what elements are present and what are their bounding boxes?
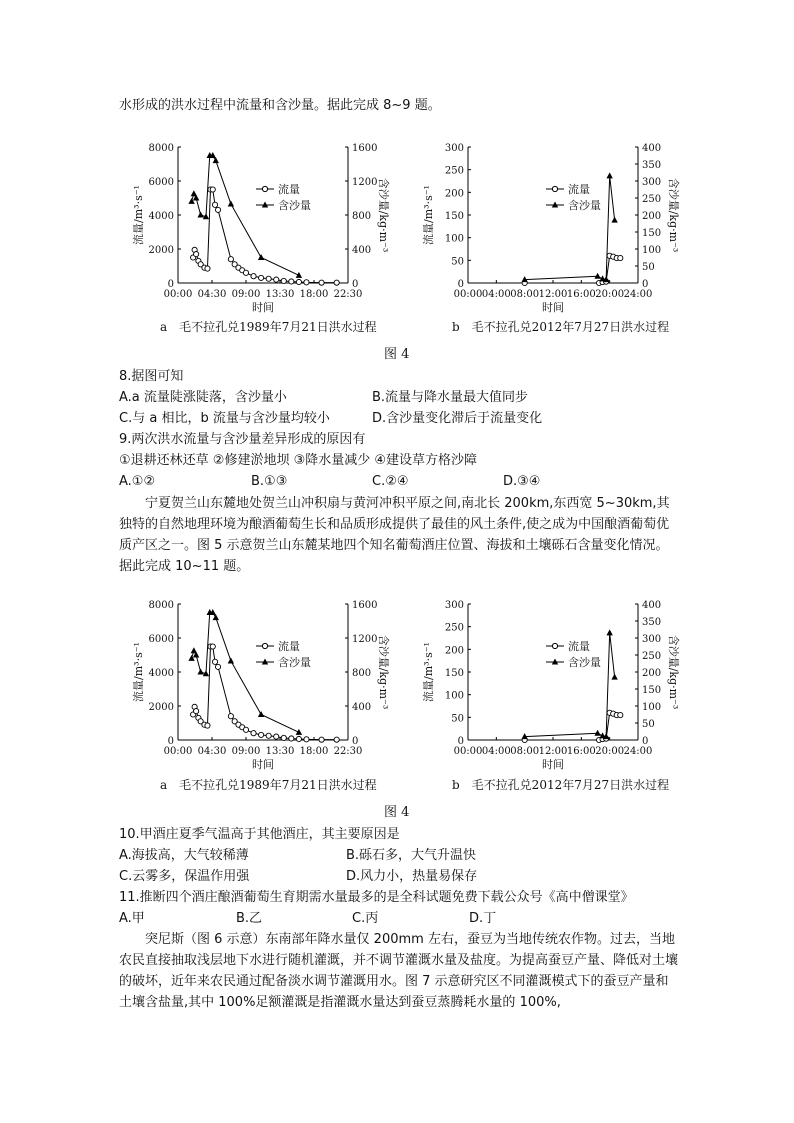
y-left-tick-label: 150 xyxy=(444,211,464,222)
y-left-tick-label: 100 xyxy=(444,690,464,702)
y-axis-label-left: 流量/m³·s⁻¹ xyxy=(132,185,145,245)
y-right-tick-label: 0 xyxy=(642,736,649,747)
data-point-flow xyxy=(210,644,215,649)
x-axis-label: 时间 xyxy=(542,301,564,314)
y-right-tick-label: 0 xyxy=(352,736,359,747)
x-tick-label: 12:00 xyxy=(538,289,568,300)
y-right-tick-label: 100 xyxy=(642,245,662,256)
q11-stem: 11.推断四个酒庄酿酒葡萄生育期需水量最多的是全科试题免费下载公众号《高中僧课堂》 xyxy=(119,890,634,905)
y-right-tick-label: 250 xyxy=(642,651,662,662)
data-point-flow xyxy=(215,664,220,669)
chart-a-top xyxy=(120,137,390,337)
y-right-tick-label: 1200 xyxy=(352,634,378,645)
x-axis-label: 时间 xyxy=(252,301,274,314)
y-right-tick-label: 400 xyxy=(642,143,662,154)
data-point-sediment xyxy=(258,254,264,260)
data-point-sediment xyxy=(594,730,600,736)
y-axis-label-left: 流量/m³·s⁻¹ xyxy=(422,642,435,702)
data-point-sediment xyxy=(594,273,600,279)
y-right-tick-label: 400 xyxy=(352,245,372,256)
data-point-sediment xyxy=(296,272,302,278)
y-left-tick-label: 8000 xyxy=(148,600,174,611)
data-point-sediment xyxy=(228,657,234,663)
x-tick-label: 00:00 xyxy=(163,289,193,300)
y-left-tick-label: 0 xyxy=(457,279,464,290)
y-right-tick-label: 400 xyxy=(352,702,372,713)
q10-stem: 10.甲酒庄夏季气温高于其他酒庄，其主要原因是 xyxy=(119,827,400,842)
data-point-flow xyxy=(259,732,264,737)
q9-items: ①退耕还林还草 ②修建淤地坝 ③降水量减少 ④建设草方格沙障 xyxy=(119,453,478,468)
q10-option-c: C.云雾多，保温作用强 xyxy=(119,869,250,884)
y-right-tick-label: 150 xyxy=(642,228,662,239)
y-right-tick-label: 1200 xyxy=(352,177,378,188)
chart-b-top xyxy=(410,137,680,337)
data-point-flow xyxy=(251,731,256,736)
data-point-sediment xyxy=(606,172,612,178)
x-tick-label: 20:00 xyxy=(595,746,625,757)
x-tick-label: 18:00 xyxy=(299,289,329,300)
x-tick-label: 08:00 xyxy=(510,746,540,757)
y-left-tick-label: 0 xyxy=(167,736,174,747)
q8-option-c: C.与 a 相比，b 流量与含沙量均较小 xyxy=(119,411,330,426)
x-tick-label: 12:00 xyxy=(538,746,568,757)
data-point-flow xyxy=(259,275,264,280)
data-point-flow xyxy=(212,659,217,664)
y-left-tick-label: 50 xyxy=(451,256,464,268)
data-point-sediment xyxy=(258,711,264,717)
legend-label-flow: 流量 xyxy=(278,640,300,653)
legend-label-sediment: 含沙量 xyxy=(568,656,601,669)
data-point-sediment xyxy=(296,729,302,735)
y-axis-label-right: 含沙量/kg·m⁻³ xyxy=(667,634,680,710)
chart-b-caption-bottom: b 毛不拉孔兑2012年7月27日洪水过程 xyxy=(452,778,670,792)
data-point-flow xyxy=(228,714,233,719)
q8-option-d: D.含沙量变化滞后于流量变化 xyxy=(372,411,543,426)
x-tick-label: 20:00 xyxy=(595,289,625,300)
data-point-flow xyxy=(296,736,301,741)
y-left-tick-label: 100 xyxy=(444,233,464,245)
y-right-tick-label: 300 xyxy=(642,634,662,645)
x-tick-label: 08:00 xyxy=(510,289,540,300)
data-point-sediment xyxy=(611,217,617,223)
legend-marker-flow xyxy=(552,186,557,191)
y-right-tick-label: 1600 xyxy=(352,600,378,611)
data-point-flow xyxy=(205,266,210,271)
data-point-flow xyxy=(243,727,248,732)
legend-marker-flow xyxy=(552,643,557,648)
q10-option-b: B.砾石多，大气升温快 xyxy=(346,848,477,863)
q8-stem: 8.据图可知 xyxy=(119,369,184,384)
data-point-flow xyxy=(210,187,215,192)
chart-b-bottom xyxy=(410,594,680,794)
x-tick-label: 04:00 xyxy=(481,289,511,300)
y-right-tick-label: 200 xyxy=(642,668,662,679)
chart-b-caption-top: b 毛不拉孔兑2012年7月27日洪水过程 xyxy=(452,320,670,334)
x-tick-label: 18:00 xyxy=(299,746,329,757)
y-right-tick-label: 50 xyxy=(642,719,655,730)
y-right-tick-label: 800 xyxy=(352,211,372,222)
data-point-flow xyxy=(618,255,623,260)
data-point-flow xyxy=(194,252,199,257)
y-left-tick-label: 250 xyxy=(444,622,464,634)
x-tick-label: 22:30 xyxy=(333,289,363,300)
legend-label-flow: 流量 xyxy=(568,183,590,196)
data-point-flow xyxy=(205,723,210,728)
y-left-tick-label: 2000 xyxy=(148,245,174,256)
data-point-flow xyxy=(334,280,339,285)
data-point-sediment xyxy=(197,212,203,218)
y-right-tick-label: 100 xyxy=(642,702,662,713)
y-left-tick-label: 200 xyxy=(444,645,464,657)
y-left-tick-label: 150 xyxy=(444,668,464,679)
q10-option-d: D.风力小，热量易保存 xyxy=(346,869,478,884)
y-right-tick-label: 50 xyxy=(642,262,655,273)
y-right-tick-label: 150 xyxy=(642,685,662,696)
x-tick-label: 13:30 xyxy=(265,746,295,757)
y-left-tick-label: 0 xyxy=(167,279,174,290)
y-right-tick-label: 400 xyxy=(642,600,662,611)
y-left-tick-label: 6000 xyxy=(148,177,174,188)
data-point-flow xyxy=(334,737,339,742)
y-left-tick-label: 4000 xyxy=(148,211,174,222)
chart-a-bottom xyxy=(120,594,390,794)
y-axis-label-left: 流量/m³·s⁻¹ xyxy=(422,185,435,245)
x-axis-label: 时间 xyxy=(252,758,274,771)
legend-marker-flow xyxy=(262,643,267,648)
q9-option-d: D.③④ xyxy=(503,474,541,489)
data-point-flow xyxy=(266,733,271,738)
legend-label-sediment: 含沙量 xyxy=(278,199,311,212)
data-point-flow xyxy=(289,736,294,741)
x-tick-label: 09:00 xyxy=(231,289,261,300)
x-tick-label: 00:00 xyxy=(163,746,193,757)
q10-option-a: A.海拔高，大气较稀薄 xyxy=(119,848,249,863)
legend-label-flow: 流量 xyxy=(568,640,590,653)
y-right-tick-label: 200 xyxy=(642,211,662,222)
x-tick-label: 00:00 xyxy=(453,746,483,757)
y-left-tick-label: 6000 xyxy=(148,634,174,645)
y-left-tick-label: 0 xyxy=(457,736,464,747)
q9-option-a: A.①② xyxy=(119,474,156,489)
data-point-sediment xyxy=(228,200,234,206)
data-point-flow xyxy=(243,270,248,275)
q8-option-a: A.a 流量陡涨陡落，含沙量小 xyxy=(119,390,287,405)
x-tick-label: 13:30 xyxy=(265,289,295,300)
y-right-tick-label: 1600 xyxy=(352,143,378,154)
q8-option-b: B.流量与降水量最大值同步 xyxy=(372,390,529,405)
x-axis-label: 时间 xyxy=(542,758,564,771)
y-axis-label-right: 含沙量/kg·m⁻³ xyxy=(377,634,390,710)
legend-label-flow: 流量 xyxy=(278,183,300,196)
data-point-sediment xyxy=(606,629,612,635)
y-left-tick-label: 2000 xyxy=(148,702,174,713)
passage-helan: 宁夏贺兰山东麓地处贺兰山冲积扇与黄河冲积平原之间,南北长 200km,东西宽 5~30km,其独特的自然地理环境为酿酒葡萄生长和品质形成提供了最佳的风土条件,使之成为中国酿酒葡萄优质产区之一。图 5 示意贺兰山东麓某地四个知名葡萄酒庄位置、海拔和土壤砾石含量变化情况。据此完成 10~11 题。 xyxy=(119,496,670,574)
y-left-tick-label: 50 xyxy=(451,713,464,725)
x-tick-label: 04:30 xyxy=(197,746,227,757)
y-left-tick-label: 4000 xyxy=(148,668,174,679)
q11-option-b: B.乙 xyxy=(236,911,263,926)
figure-label-top: 图 4 xyxy=(384,347,410,362)
y-right-tick-label: 0 xyxy=(352,279,359,290)
data-point-sediment xyxy=(611,674,617,680)
data-point-flow xyxy=(274,277,279,282)
y-right-tick-label: 350 xyxy=(642,160,662,171)
legend-marker-flow xyxy=(262,186,267,191)
data-point-flow xyxy=(194,709,199,714)
data-point-flow xyxy=(281,735,286,740)
x-tick-label: 24:00 xyxy=(623,289,653,300)
data-point-flow xyxy=(319,737,324,742)
q11-option-c: C.丙 xyxy=(352,911,379,926)
data-point-flow xyxy=(266,276,271,281)
y-left-tick-label: 200 xyxy=(444,188,464,200)
y-left-tick-label: 300 xyxy=(444,143,464,154)
x-tick-label: 09:00 xyxy=(231,746,261,757)
y-axis-label-right: 含沙量/kg·m⁻³ xyxy=(377,177,390,253)
x-tick-label: 16:00 xyxy=(566,746,596,757)
chart-a-caption-top: a 毛不拉孔兑1989年7月21日洪水过程 xyxy=(160,320,377,334)
intro-text: 水形成的洪水过程中流量和含沙量。据此完成 8~9 题。 xyxy=(119,98,441,113)
data-point-flow xyxy=(618,712,623,717)
data-point-flow xyxy=(212,202,217,207)
data-point-flow xyxy=(274,734,279,739)
y-axis-label-left: 流量/m³·s⁻¹ xyxy=(132,642,145,702)
y-right-tick-label: 250 xyxy=(642,194,662,205)
passage-tunisia: 突尼斯（图 6 示意）东南部年降水量仅 200mm 左右，蚕豆为当地传统农作物。过去，当地农民直接抽取浅层地下水进行随机灌溉，并不调节灌溉水量及盐度。为提高蚕豆产量、降低对土壤的破坏，近年来农民通过配备淡水调节灌溉用水。图 7 示意研究区不同灌溉模式下的蚕豆产量和土壤含盐量,其中 100%足额灌溉是指灌溉水量达到蚕豆蒸腾耗水量的 100%, xyxy=(119,932,679,1010)
q11-option-a: A.甲 xyxy=(119,911,145,926)
x-tick-label: 04:30 xyxy=(197,289,227,300)
data-point-sediment xyxy=(197,669,203,675)
y-axis-label-right: 含沙量/kg·m⁻³ xyxy=(667,177,680,253)
figure-label-bottom: 图 4 xyxy=(384,805,410,820)
x-tick-label: 22:30 xyxy=(333,746,363,757)
data-point-flow xyxy=(281,278,286,283)
q11-option-d: D.丁 xyxy=(469,911,497,926)
y-right-tick-label: 300 xyxy=(642,177,662,188)
data-point-flow xyxy=(296,279,301,284)
y-left-tick-label: 300 xyxy=(444,600,464,611)
data-point-flow xyxy=(228,257,233,262)
q9-stem: 9.两次洪水流量与含沙量差异形成的原因有 xyxy=(119,432,366,447)
x-tick-label: 24:00 xyxy=(623,746,653,757)
data-point-flow xyxy=(289,279,294,284)
y-left-tick-label: 250 xyxy=(444,165,464,177)
y-right-tick-label: 0 xyxy=(642,279,649,290)
data-point-flow xyxy=(319,280,324,285)
data-point-sediment xyxy=(188,198,194,204)
y-right-tick-label: 350 xyxy=(642,617,662,628)
y-left-tick-label: 8000 xyxy=(148,143,174,154)
data-point-flow xyxy=(215,207,220,212)
chart-a-caption-bottom: a 毛不拉孔兑1989年7月21日洪水过程 xyxy=(160,778,377,792)
y-right-tick-label: 800 xyxy=(352,668,372,679)
data-point-flow xyxy=(304,737,309,742)
x-tick-label: 16:00 xyxy=(566,289,596,300)
data-point-flow xyxy=(251,274,256,279)
legend-label-sediment: 含沙量 xyxy=(278,656,311,669)
q9-option-c: C.②④ xyxy=(372,474,409,489)
data-point-flow xyxy=(304,280,309,285)
x-tick-label: 00:00 xyxy=(453,289,483,300)
x-tick-label: 04:00 xyxy=(481,746,511,757)
q9-option-b: B.①③ xyxy=(251,474,288,489)
legend-label-sediment: 含沙量 xyxy=(568,199,601,212)
